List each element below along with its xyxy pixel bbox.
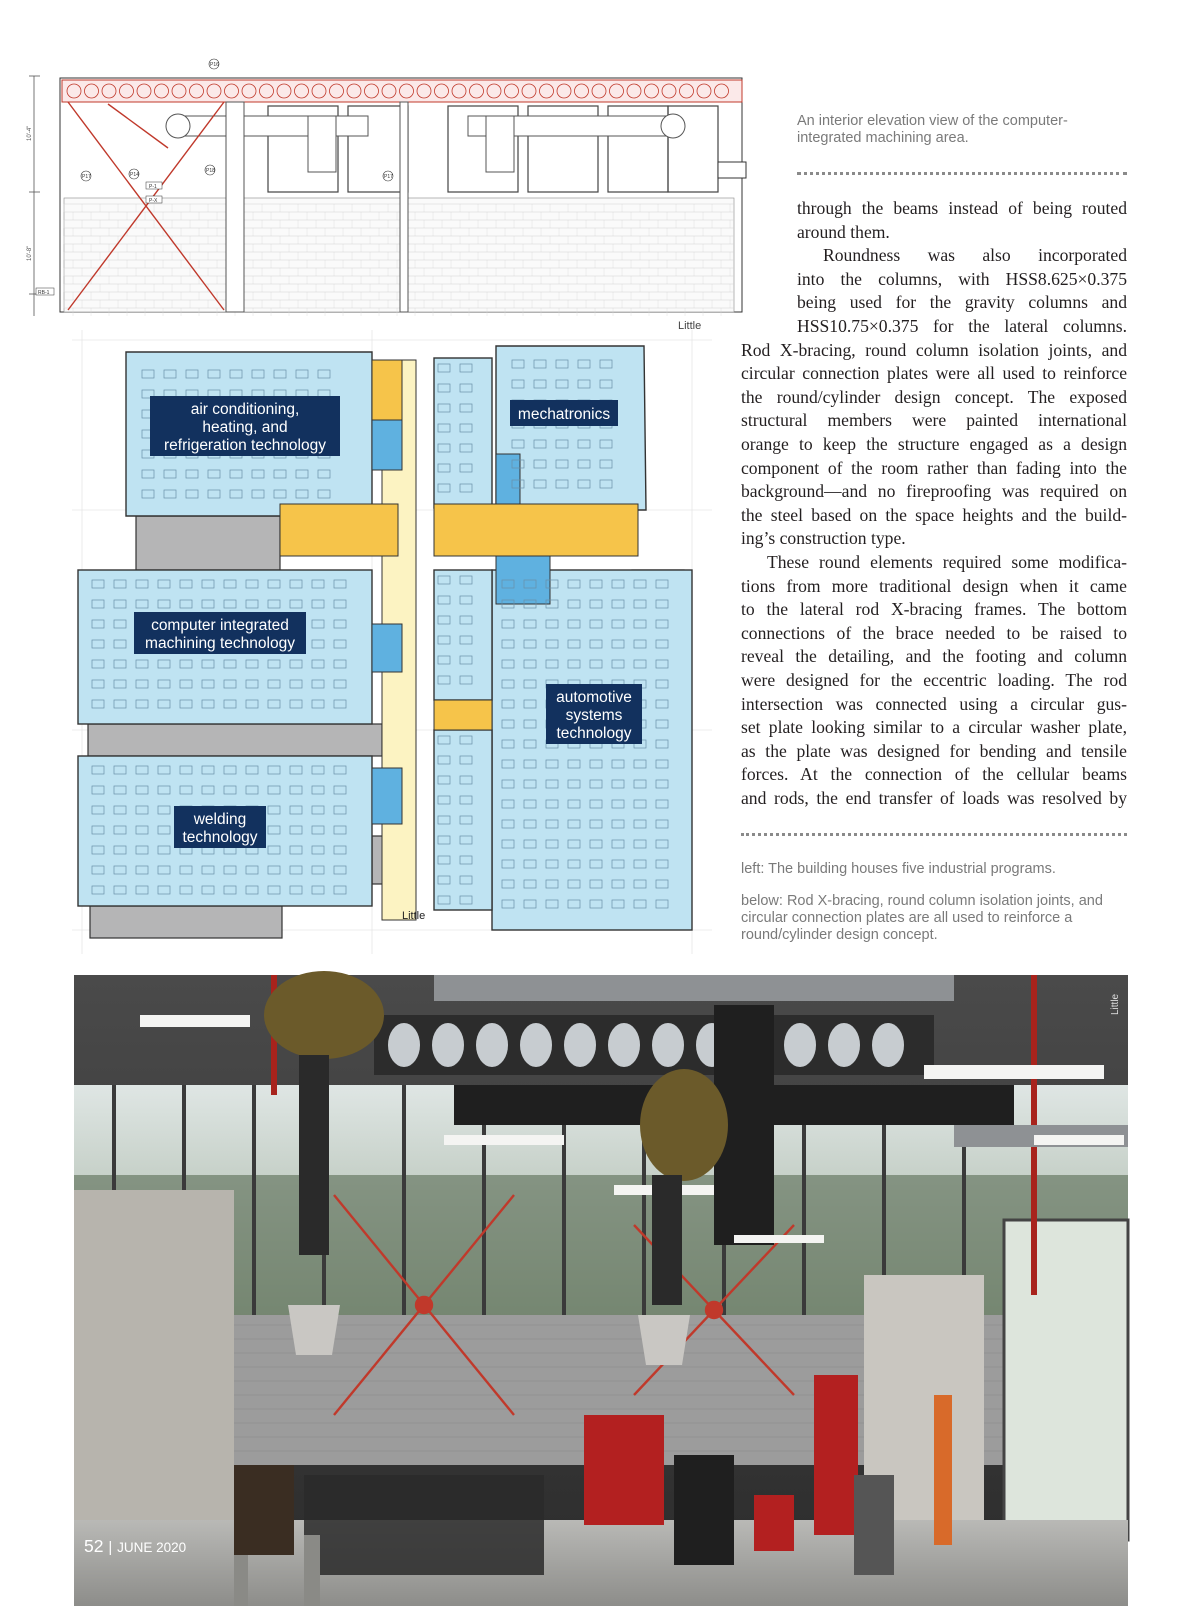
svg-text:RB-1: RB-1 [38, 290, 50, 296]
caption-photo: below: Rod X-bracing, round column isolation joints, and circular connection plates are all used to reinforce a round/cylinder design concept. [741, 893, 1103, 943]
label-automotive-line3: technology [556, 725, 632, 742]
text-line: intersection was connected using a circular gus- [741, 693, 1127, 714]
text-line: orange to keep the structure engaged as a design [741, 433, 1127, 454]
label-machining [134, 612, 306, 654]
beam-opening [828, 1023, 860, 1067]
caption-divider-top [797, 172, 1127, 175]
svg-text:P-X: P-X [149, 198, 158, 204]
svg-text:P-1: P-1 [149, 184, 157, 190]
text-line: reveal the detailing, and the footing and column [741, 646, 1127, 667]
beam-opening [520, 1023, 552, 1067]
text-line: as the plate was designed for bending and tensile [741, 740, 1127, 761]
beam-opening [872, 1023, 904, 1067]
label-mechatronics [510, 400, 618, 426]
label-hvac [150, 396, 340, 456]
caption-floor-plan: left: The building houses five industrial programs. [741, 861, 1056, 877]
beam-opening [476, 1023, 508, 1067]
text-line: the round/cylinder design concept. The exposed [741, 386, 1127, 407]
text-line: into the columns, with HSS8.625×0.375 [797, 268, 1127, 289]
room-lab-north [434, 358, 492, 508]
svg-text:P18: P18 [206, 168, 215, 174]
floor-plan-credit: Little [402, 910, 426, 922]
photo-credit: Little [1110, 993, 1121, 1015]
text-line: being used for the gravity columns and [797, 292, 1127, 313]
label-machining-line1: computer integrated [151, 617, 289, 634]
room-lab-mid [434, 570, 492, 700]
beam-opening [432, 1023, 464, 1067]
label-mechatronics-line1: mechatronics [517, 406, 611, 423]
label-automotive [546, 684, 642, 744]
text-line: background—and no fireproofing was required on [741, 481, 1127, 502]
text-line: the steel based on the space heights and the build- [741, 504, 1127, 525]
text-line: Roundness was also incorporated [823, 245, 1127, 266]
dim-upper: 10'-4" [27, 125, 33, 141]
floor-plan [72, 330, 712, 954]
label-welding-line2: technology [182, 829, 258, 846]
beam-opening [784, 1023, 816, 1067]
svg-text:P17: P17 [384, 174, 393, 180]
article-text-lower [741, 315, 1127, 810]
elevation-credit: Little [678, 320, 702, 332]
page-folio [84, 1536, 186, 1557]
room-lab-south [434, 730, 492, 910]
beam-opening [564, 1023, 596, 1067]
label-hvac-line2: heating, and [202, 419, 288, 436]
text-line: ing’s construction type. [741, 528, 906, 549]
label-automotive-line2: systems [565, 707, 623, 724]
label-hvac-line3: refrigeration technology [164, 437, 326, 454]
label-hvac-line1: air conditioning, [190, 401, 300, 418]
caption-elevation: An interior elevation view of the computer-integrated machining area. [797, 113, 1068, 146]
text-line: and rods, the end transfer of loads was resolved by [741, 787, 1127, 808]
text-line: forces. At the connection of the cellular beams [741, 764, 1127, 785]
text-line: set plate looking similar to a circular washer plate, [741, 717, 1127, 738]
text-line: structural members were painted international [741, 410, 1127, 431]
svg-text:P16: P16 [210, 62, 219, 68]
page-number: 52 [84, 1536, 104, 1556]
svg-text:P17: P17 [82, 174, 91, 180]
shop-interior-photo [74, 975, 1128, 1606]
caption-divider-bottom [741, 833, 1127, 836]
issue-date: JUNE 2020 [117, 1540, 187, 1555]
folio-separator: | [108, 1539, 113, 1556]
room-automotive [492, 570, 692, 930]
text-line: around them. [797, 221, 890, 242]
beam-opening [388, 1023, 420, 1067]
text-line: circular connection plates were all used to reinforce [741, 363, 1127, 384]
beam-opening [652, 1023, 684, 1067]
label-welding [174, 806, 266, 848]
text-line: These round elements required some modifica- [767, 551, 1127, 572]
text-line: component of the room rather than fading into the [741, 457, 1127, 478]
text-line: to the lateral rod X-bracing frames. The bottom [741, 599, 1127, 620]
label-automotive-line1: automotive [556, 689, 632, 706]
text-line: connections of the brace needed to be raised to [741, 622, 1127, 643]
text-line: Rod X-bracing, round column isolation joints, and [741, 339, 1127, 360]
label-machining-line2: machining technology [145, 635, 295, 652]
interior-elevation-drawing [28, 58, 770, 328]
text-line: HSS10.75×0.375 for the lateral columns. [797, 316, 1127, 336]
overhead-door [1004, 1220, 1128, 1540]
article-text-upper [797, 197, 1127, 315]
svg-text:P14: P14 [130, 172, 139, 178]
beam-opening [608, 1023, 640, 1067]
partition-wall-left [74, 1190, 234, 1520]
text-line: tions from more traditional design when it came [741, 575, 1127, 596]
text-line: through the beams instead of being routed [797, 198, 1127, 218]
dim-lower: 10'-8" [27, 245, 33, 261]
text-line: were designed for the eccentric loading. The rod [741, 669, 1127, 690]
label-welding-line1: welding [193, 811, 247, 828]
